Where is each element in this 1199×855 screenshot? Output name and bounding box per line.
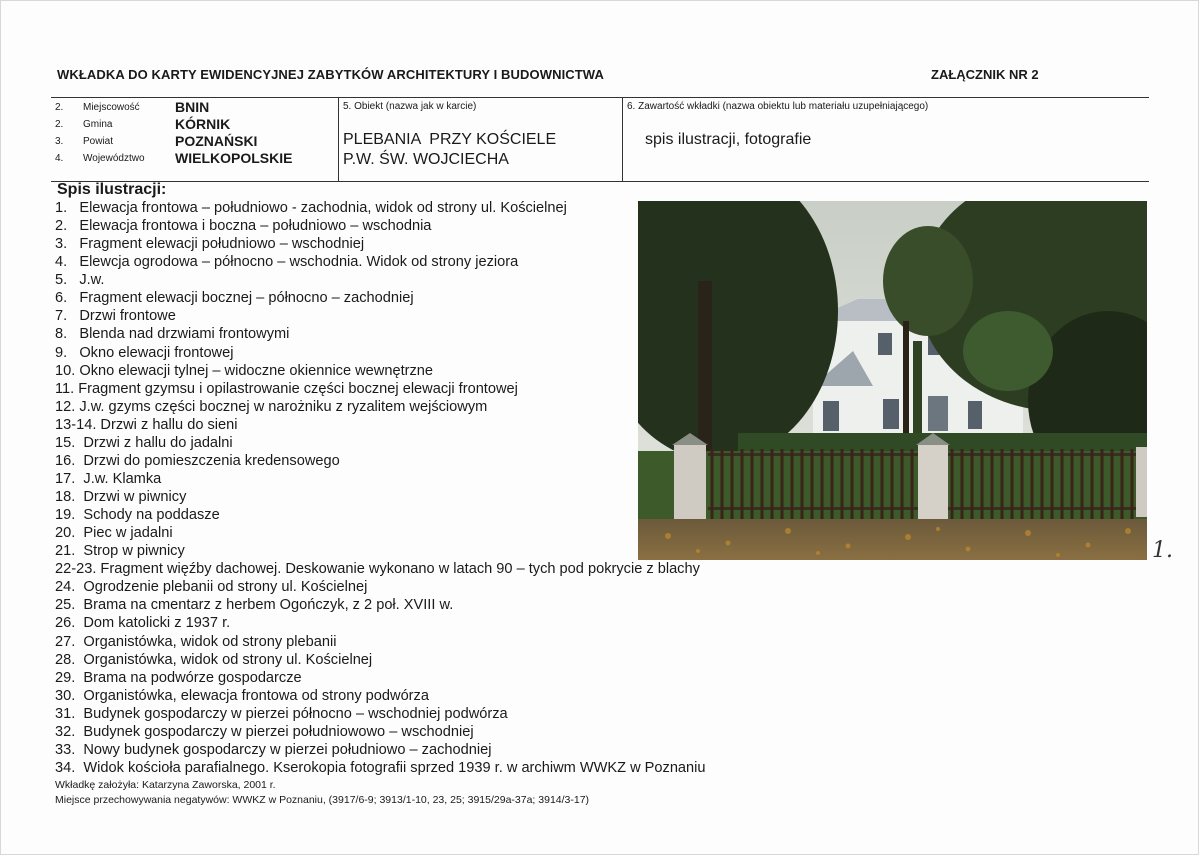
illustrations-heading: Spis ilustracji: [57, 181, 167, 198]
info-table [51, 97, 1149, 182]
parsonage-photo [638, 201, 1147, 560]
row-value: POZNAŃSKI [175, 133, 258, 149]
annex-label: ZAŁĄCZNIK NR 2 [931, 67, 1039, 82]
contents-field-label: 6. Zawartość wkładki (nazwa obiektu lub materiału uzupełniającego) [627, 101, 929, 112]
illustration-item: 20. Piec w jadalni [55, 525, 173, 542]
illustration-item: 9. Okno elewacji frontowej [55, 344, 234, 361]
illustration-item: 24. Ogrodzenie plebanii od strony ul. Kościelnej [55, 579, 368, 596]
illustration-item: 27. Organistówka, widok od strony plebanii [55, 633, 337, 650]
illustration-item: 5. J.w. [55, 272, 105, 289]
photo-number: 1. [1152, 538, 1173, 563]
row-number: 2. [55, 119, 64, 130]
row-number: 2. [55, 102, 64, 113]
illustration-item: 30. Organistówka, elewacja frontowa od strony podwórza [55, 687, 429, 704]
row-value: BNIN [175, 99, 210, 115]
negatives-note: Miejsce przechowywania negatywów: WWKZ w Poznaniu, (3917/6-9; 3913/1-10, 23, 25; 3915/29a-37a; 3914/3-17) [55, 794, 590, 806]
illustration-item: 15. Drzwi z hallu do jadalni [55, 434, 233, 451]
row-value: WIELKOPOLSKIE [175, 150, 293, 166]
illustration-item: 25. Brama na cmentarz z herbem Ogończyk, z 2 poł. XVIII w. [55, 597, 454, 614]
object-name-line2: P.W. ŚW. WOJCIECHA [343, 151, 509, 168]
parsonage-photo-drawing [638, 201, 1147, 560]
column-divider [338, 98, 339, 181]
column-divider [622, 98, 623, 181]
illustration-item: 6. Fragment elewacji bocznej – północno – zachodniej [55, 290, 414, 307]
illustration-item: 18. Drzwi w piwnicy [55, 489, 187, 505]
illustration-item: 21. Strop w piwnicy [55, 543, 185, 560]
object-field-label: 5. Obiekt (nazwa jak w karcie) [343, 101, 477, 112]
row-label: Miejscowość [83, 102, 140, 113]
illustration-item: 28. Organistówka, widok od strony ul. Kościelnej [55, 651, 373, 668]
row-label: Gmina [83, 119, 113, 130]
illustration-item: 1. Elewacja frontowa – południowo - zachodnia, widok od strony ul. Kościelnej [55, 200, 567, 216]
illustration-item: 17. J.w. Klamka [55, 470, 162, 487]
illustration-item: 4. Elewcja ogrodowa – północno – wschodnia. Widok od strony jeziora [55, 254, 519, 271]
row-label: Powiat [83, 136, 114, 147]
illustration-item: 29. Brama na podwórze gospodarcze [55, 669, 302, 686]
illustration-item: 11. Fragment gzymsu i opilastrowanie części bocznej elewacji frontowej [55, 380, 518, 397]
row-label: Województwo [83, 153, 145, 164]
object-name [343, 130, 556, 170]
row-value: KÓRNIK [175, 116, 231, 132]
illustration-item: 32. Budynek gospodarczy w pierzei południowowo – wschodniej [55, 723, 474, 740]
object-name-line1: PLEBANIA PRZY KOŚCIELE [343, 131, 557, 148]
illustration-item: 26. Dom katolicki z 1937 r. [55, 615, 231, 632]
illustration-item: 2. Elewacja frontowa i boczna – południowo – wschodnia [55, 218, 432, 235]
illustration-item: 10. Okno elewacji tylnej – widoczne okiennice wewnętrzne [55, 362, 434, 379]
illustration-item: 22-23. Fragment więźby dachowej. Deskowanie wykonano w latach 90 – tych pod pokrycie z blachy [55, 561, 700, 578]
author-note: Wkładkę założyła: Katarzyna Zaworska, 2001 r. [55, 779, 276, 791]
illustration-item: 8. Blenda nad drzwiami frontowymi [55, 326, 290, 343]
illustration-item: 12. J.w. gzyms części bocznej w narożniku z ryzalitem wejściowym [55, 398, 488, 415]
document-title: WKŁADKA DO KARTY EWIDENCYJNEJ ZABYTKÓW ARCHITEKTURY I BUDOWNICTWA [57, 67, 604, 82]
illustration-item: 16. Drzwi do pomieszczenia kredensowego [55, 452, 340, 469]
illustration-item: 3. Fragment elewacji południowo – wschodniej [55, 236, 365, 253]
illustration-item: 34. Widok kościoła parafialnego. Kserokopia fotografii sprzed 1939 r. w archiwm WWKZ w Poznaniu [55, 759, 706, 776]
illustration-item: 13-14. Drzwi z hallu do sieni [55, 416, 238, 433]
illustration-item: 19. Schody na poddasze [55, 507, 220, 524]
illustration-item: 33. Nowy budynek gospodarczy w pierzei południowo – zachodniej [55, 741, 492, 758]
illustration-item: 7. Drzwi frontowe [55, 308, 176, 325]
illustration-item: 31. Budynek gospodarczy w pierzei północno – wschodniej podwórza [55, 705, 508, 722]
row-number: 4. [55, 153, 64, 164]
row-number: 3. [55, 136, 64, 147]
contents-value: spis ilustracji, fotografie [645, 131, 812, 148]
